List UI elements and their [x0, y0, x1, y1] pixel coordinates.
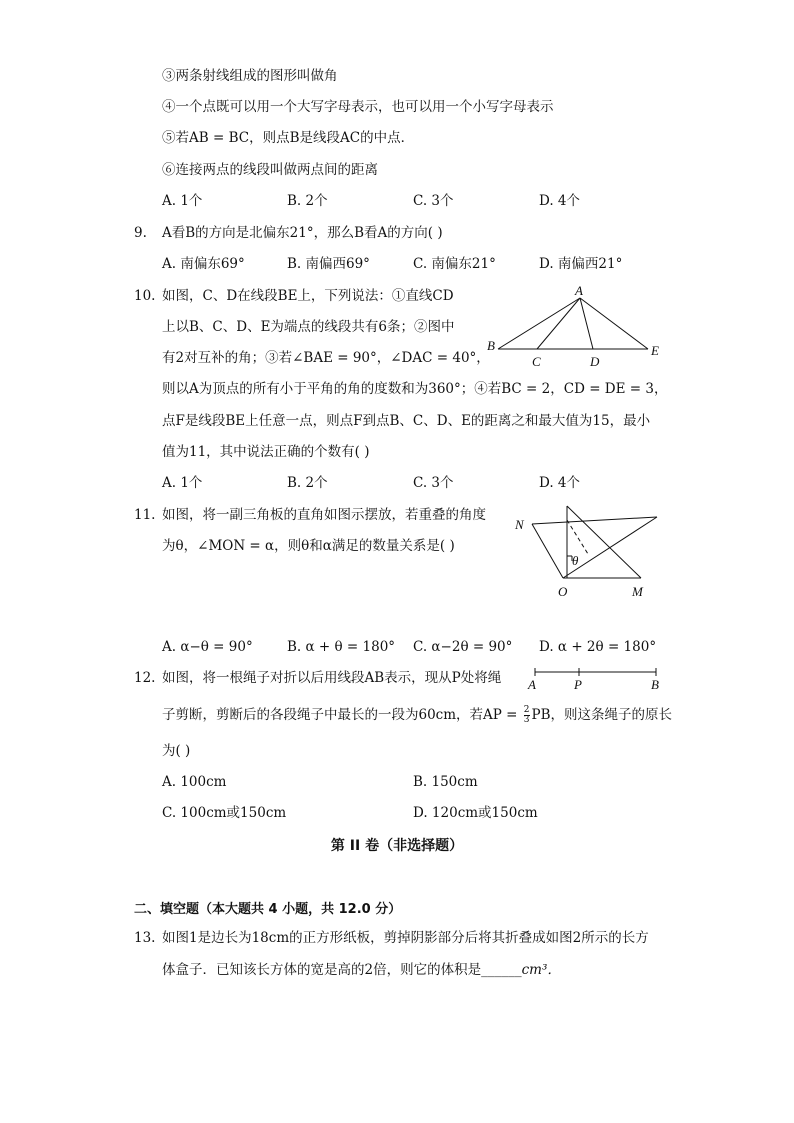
q12-option-a: A. 100cm	[162, 774, 227, 790]
q12-figure	[522, 664, 672, 692]
q8-option-d: D. 4个	[539, 193, 581, 209]
q11-option-a: A. α−θ = 90°	[162, 639, 253, 655]
q11-option-c: C. α−2θ = 90°	[413, 639, 513, 655]
q8-option-c: C. 3个	[413, 193, 454, 209]
q9-option-c: C. 南偏东21°	[413, 256, 496, 272]
q11-label-m: M	[632, 584, 643, 599]
q10-option-c: C. 3个	[413, 475, 454, 491]
q12-label-b: B	[651, 677, 659, 692]
q10-label-b: B	[487, 338, 495, 353]
q10-number: 10.	[134, 288, 156, 304]
q13-answer-blank[interactable]: ______	[481, 962, 522, 978]
q12-option-d: D. 120cm或150cm	[413, 805, 538, 821]
q11-label-theta: θ	[572, 553, 579, 568]
q12-number: 12.	[134, 670, 156, 686]
q12-line-3: 为( )	[162, 743, 191, 759]
q11-option-d: D. α + 2θ = 180°	[539, 639, 657, 655]
statement-5: ⑤若AB = BC，则点B是线段AC的中点．	[162, 130, 415, 146]
q10-label-e: E	[651, 343, 659, 358]
q12-fraction-denominator: 3	[523, 715, 530, 725]
q11-label-o: O	[558, 584, 568, 599]
q13-unit: cm³．	[521, 962, 561, 978]
q10-option-a: A. 1个	[162, 475, 203, 491]
q10-line-6: 值为11，其中说法正确的个数有( )	[162, 444, 370, 460]
q9-option-b: B. 南偏西69°	[287, 256, 370, 272]
q11-line-2: 为θ，∠MON = α，则θ和α满足的数量关系是( )	[162, 538, 455, 554]
q13-line-1: 如图1是边长为18cm的正方形纸板，剪掉阴影部分后将其折叠成如图2所示的长方	[162, 930, 649, 946]
q10-line-3: 有2对互补的角；③若∠BAE = 90°，∠DAC = 40°，	[162, 350, 490, 366]
q10-label-a: A	[575, 283, 583, 298]
q12-fraction	[524, 706, 530, 725]
q13-line-2	[162, 961, 561, 979]
statement-4: ④一个点既可以用一个大写字母表示，也可以用一个小写字母表示	[162, 99, 554, 115]
q11-dashed-line	[567, 520, 588, 554]
statement-6: ⑥连接两点的线段叫做两点间的距离	[162, 162, 378, 178]
q11-figure	[505, 498, 670, 603]
q11-triangle1-top	[532, 517, 657, 524]
q10-line-2: 上以B、C、D、E为端点的线段共有6条；②图中	[162, 319, 455, 335]
q13-number: 13.	[134, 930, 156, 946]
q10-line-4: 则以A为顶点的所有小于平角的角的度数和为360°；④若BC = 2，CD = DE = 3，	[162, 381, 668, 397]
q10-line-5: 点F是线段BE上任意一点，则点F到点B、C、D、E的距离之和最大值为15，最小	[162, 413, 651, 429]
q12-line-2	[162, 706, 672, 725]
q10-segment-ac	[537, 298, 580, 349]
part2-title: 第 II 卷（非选择题）	[330, 838, 464, 854]
q10-label-c: C	[532, 354, 541, 369]
q12-fraction-numerator: 2	[523, 705, 530, 715]
q10-segment-ab	[498, 298, 580, 349]
q9-option-d: D. 南偏西21°	[539, 256, 623, 272]
statement-3: ③两条射线组成的图形叫做角	[162, 68, 338, 84]
q11-label-n: N	[515, 517, 524, 532]
q11-option-b: B. α + θ = 180°	[287, 639, 396, 655]
q10-line-1: 如图，C、D在线段BE上，下列说法：①直线CD	[162, 288, 454, 304]
q10-segment-ae	[580, 298, 648, 349]
q12-label-p: P	[574, 677, 582, 692]
q9-option-a: A. 南偏东69°	[162, 256, 245, 272]
q10-label-d: D	[590, 354, 600, 369]
q10-figure	[480, 282, 670, 372]
q10-segment-ad	[580, 298, 593, 349]
q9-number: 9.	[134, 225, 147, 241]
q12-line-2-text: 子剪断，剪断后的各段绳子中最长的一段为60cm，若AP =	[162, 707, 522, 723]
q11-number: 11.	[134, 507, 156, 523]
q9-text: A看B的方向是北偏东21°，那么B看A的方向( )	[162, 225, 443, 241]
q10-option-b: B. 2个	[287, 475, 328, 491]
q13-line-2-text: 体盒子．已知该长方体的宽是高的2倍，则它的体积是	[162, 962, 482, 978]
q8-option-a: A. 1个	[162, 193, 203, 209]
q12-option-c: C. 100cm或150cm	[162, 805, 287, 821]
q12-line-2-text-b: PB，则这条绳子的原长	[531, 707, 673, 723]
q12-option-b: B. 150cm	[413, 774, 478, 790]
q11-line-1: 如图，将一副三角板的直角如图示摆放，若重叠的角度	[162, 507, 486, 523]
q10-option-d: D. 4个	[539, 475, 581, 491]
q12-line-1: 如图，将一根绳子对折以后用线段AB表示，现从P处将绳	[162, 670, 502, 686]
section2-title: 二、填空题（本大题共 4 小题，共 12.0 分）	[134, 902, 402, 917]
q8-option-b: B. 2个	[287, 193, 328, 209]
q12-label-a: A	[528, 677, 536, 692]
q11-segment-on	[532, 524, 563, 578]
